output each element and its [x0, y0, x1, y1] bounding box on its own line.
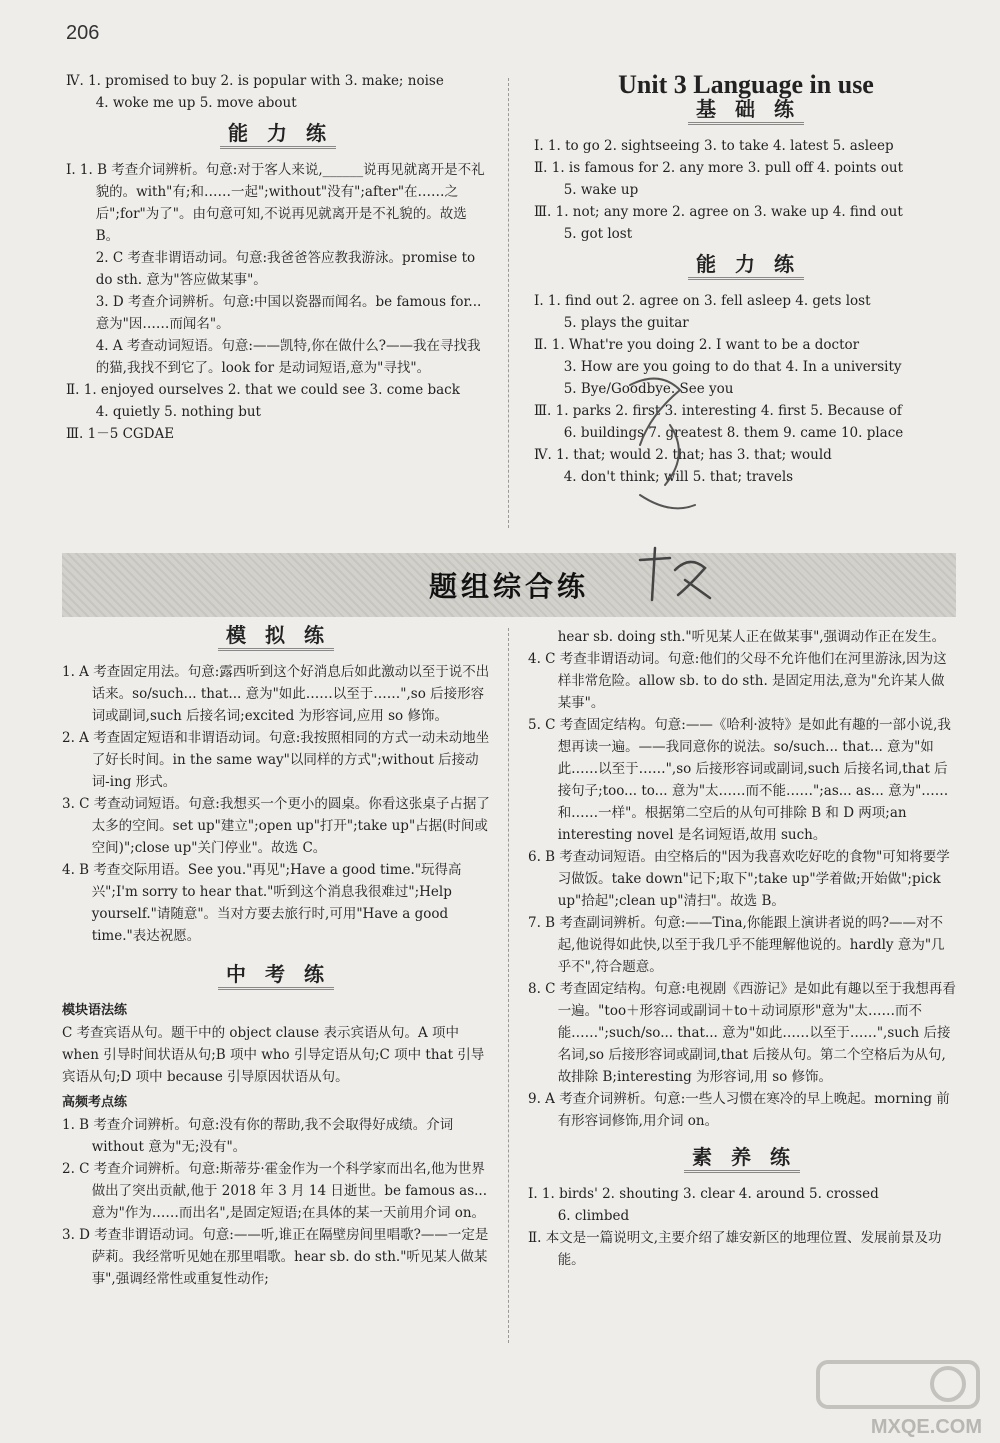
answer-line: Ⅱ. 1. is famous for 2. any more 3. pull off 4. points out: [534, 160, 904, 176]
section-title: 能 力 练: [66, 122, 490, 149]
answer-line: 5. wake up: [563, 182, 639, 198]
handwriting-mark: [610, 365, 710, 535]
answer-item: 6. B 考查动词短语。由空格后的"因为我喜欢吃好吃的食物"可知将要学习做饭。take down"记下;取下";take up"学着做;开始做";pick up"拾起";clean up"清扫"。故选 B。: [528, 849, 950, 909]
section-title: 基 础 练: [534, 98, 958, 125]
answer-line: 5. Bye/Goodbye. See you: [563, 381, 734, 397]
answer-line: Ⅲ. 1. not; any more 2. agree on 3. wake up 4. find out: [534, 204, 903, 220]
answer-item: C 考查宾语从句。题干中的 object clause 表示宾语从句。A 项中 when 引导时间状语从句;B 项中 who 引导定语从句;C 项中 that 引导宾语从句;D 项中 because 引导原因状语从句。: [62, 1025, 485, 1085]
answer-item: 5. C 考查固定结构。句意:——《哈利·波特》是如此有趣的一部小说,我想再读一遍。——我同意你的说法。so/such... that... 意为"如此……以至于……",so 后接形容词或副词,such 后接名词,that 后接句子;too... to... 意为"太……而不能……";as... as... 意为"……和……一样"。根据第二空后的从句可排除 B 和 D 两项;an interesting novel 是名词短语,故用 such。: [528, 717, 951, 843]
answer-item: Ⅰ. 1. B 考查介词辨析。句意:对于客人来说,______说再见就离开是不礼貌的。with"有;和……一起";without"没有";after"在……之后";for"为了"。由句意可知,不说再见就离开是不礼貌的。故选 B。: [66, 162, 485, 244]
answer-line: 4. don't think; will 5. that; travels: [563, 469, 794, 485]
answer-item: 9. A 考查介词辨析。句意:一些人习惯在寒冷的早上晚起。morning 前有形容词修饰,用介词 on。: [528, 1091, 950, 1129]
answer-line: Ⅲ. 1. parks 2. first 3. interesting 4. first 5. Because of: [534, 403, 902, 419]
answer-line: Ⅳ. 1. that; would 2. that; has 3. that; would: [534, 447, 832, 463]
answer-item: 8. C 考查固定结构。句意:电视剧《西游记》是如此有趣以至于我想再看一遍。"too＋形容词或副词＋to＋动词原形"意为"太……而不能……";such/so... that... 意为"如此……以至于……",such 后接名词,so 后接形容词或副词,that 后接从句。第二个空格后为从句,故排除 B;interesting 为形容词,用 so 修饰。: [528, 981, 956, 1085]
answer-line: 4. woke me up 5. move about: [95, 95, 297, 111]
section-title: 素 养 练: [528, 1146, 956, 1173]
answer-item: 2. A 考查固定短语和非谓语动词。句意:我按照相同的方式一动未动地坐了好长时间。in the same way"以同样的方式";without 后接动词-ing 形式。: [62, 730, 490, 790]
answer-item: 7. B 考查副词辨析。句意:——Tina,你能跟上演讲者说的吗?——对不起,他说得如此快,以至于我几乎不能理解他说的。hardly 意为"几乎不",符合题意。: [528, 915, 945, 975]
answer-item: hear sb. doing sth."听见某人正在做某事",强调动作正在发生。: [557, 629, 946, 645]
handwriting-mark: [630, 540, 720, 610]
answer-item: 4. C 考查非谓语动词。句意:他们的父母不允许他们在河里游泳,因为这样非常危险。allow sb. to do sth. 是固定用法,意为"允许某人做某事"。: [528, 651, 947, 711]
answer-item: Ⅲ. 1－5 CGDAE: [66, 426, 175, 442]
answer-item: 4. quietly 5. nothing but: [95, 404, 261, 420]
answer-line: Ⅱ. 1. What're you doing 2. I want to be a doctor: [534, 337, 860, 353]
answer-line: 6. climbed: [557, 1208, 630, 1224]
answer-item: 4. B 考查交际用语。See you."再见";Have a good time."玩得高兴";I'm sorry to hear that."听到这个消息我很难过";Help yourself."请随意"。当对方要去旅行时,可用"Have a good time."表达祝愿。: [62, 862, 462, 944]
answer-line: 5. got lost: [563, 226, 633, 242]
unit-title: Unit 3 Language in use: [618, 70, 874, 99]
section-title: 中 考 练: [62, 963, 490, 990]
column-divider-top: [508, 78, 509, 528]
answer-item: 4. A 考查动词短语。句意:——凯特,你在做什么?——我在寻找我的猫,我找不到它了。look for 是动词短语,意为"寻找"。: [95, 338, 481, 376]
answer-item: 1. B 考查介词辨析。句意:没有你的帮助,我不会取得好成绩。介词 without 意为"无;没有"。: [62, 1117, 454, 1155]
right-top-column: [534, 70, 958, 488]
column-divider-bottom: [508, 628, 509, 1343]
answer-line: 3. How are you going to do that 4. In a university: [563, 359, 902, 375]
sub-heading: 模块语法练: [62, 1003, 128, 1018]
answer-line: 6. buildings 7. greatest 8. them 9. came 10. place: [563, 425, 904, 441]
right-bottom-column: [528, 626, 956, 1271]
answer-line: Ⅰ. 1. to go 2. sightseeing 3. to take 4. latest 5. asleep: [534, 138, 894, 154]
answer-item: 2. C 考查非谓语动词。句意:我爸爸答应教我游泳。promise to do sth. 意为"答应做某事"。: [95, 250, 476, 288]
answer-line: Ⅱ. 本文是一篇说明文,主要介绍了雄安新区的地理位置、发展前景及功能。: [528, 1230, 942, 1268]
sub-heading: 高频考点练: [62, 1095, 128, 1110]
section-title: 模 拟 练: [62, 624, 490, 651]
answer-line: Ⅰ. 1. find out 2. agree on 3. fell asleep 4. gets lost: [534, 293, 871, 309]
answer-item: 1. A 考查固定用法。句意:露西听到这个好消息后如此激动以至于说不出话来。so/such... that... 意为"如此……以至于……",so 后接形容词或副词,such 后接名词;excited 为形容词,应用 so 修饰。: [62, 664, 490, 724]
answer-item: Ⅱ. 1. enjoyed ourselves 2. that we could see 3. come back: [66, 382, 460, 398]
banner-title: 题组综合练: [428, 570, 589, 603]
section-banner: [62, 553, 956, 617]
answer-line: Ⅰ. 1. birds' 2. shouting 3. clear 4. around 5. crossed: [528, 1186, 879, 1202]
answer-item: 2. C 考查介词辨析。句意:斯蒂芬·霍金作为一个科学家而出名,他为世界做出了突出贡献,他于 2018 年 3 月 14 日逝世。be famous as... 意为"作为……而出名",是固定短语;在具体的某一天前用介词 on。: [62, 1161, 488, 1221]
answer-item: 3. D 考查非谓语动词。句意:——听,谁正在隔壁房间里唱歌?——一定是萨莉。我经常听见她在那里唱歌。hear sb. do sth."听见某人做某事",强调经常性或重复性动作;: [62, 1227, 489, 1287]
page-number: 206: [66, 22, 100, 44]
answer-line: Ⅳ. 1. promised to buy 2. is popular with 3. make; noise: [66, 73, 444, 89]
answer-line: 5. plays the guitar: [563, 315, 689, 331]
section-title: 能 力 练: [534, 253, 958, 280]
answer-item: 3. C 考查动词短语。句意:我想买一个更小的圆桌。你看这张桌子占据了太多的空间。set up"建立";open up"打开";take up"占据(时间或空间)";close up"关门停业"。故选 C。: [62, 796, 490, 856]
watermark-text: MXQE.COM: [870, 1416, 982, 1438]
left-bottom-column: [62, 624, 490, 1290]
left-top-column: [66, 70, 490, 445]
answer-item: 3. D 考查介词辨析。句意:中国以瓷器而闻名。be famous for... 意为"因……而闻名"。: [95, 294, 482, 332]
